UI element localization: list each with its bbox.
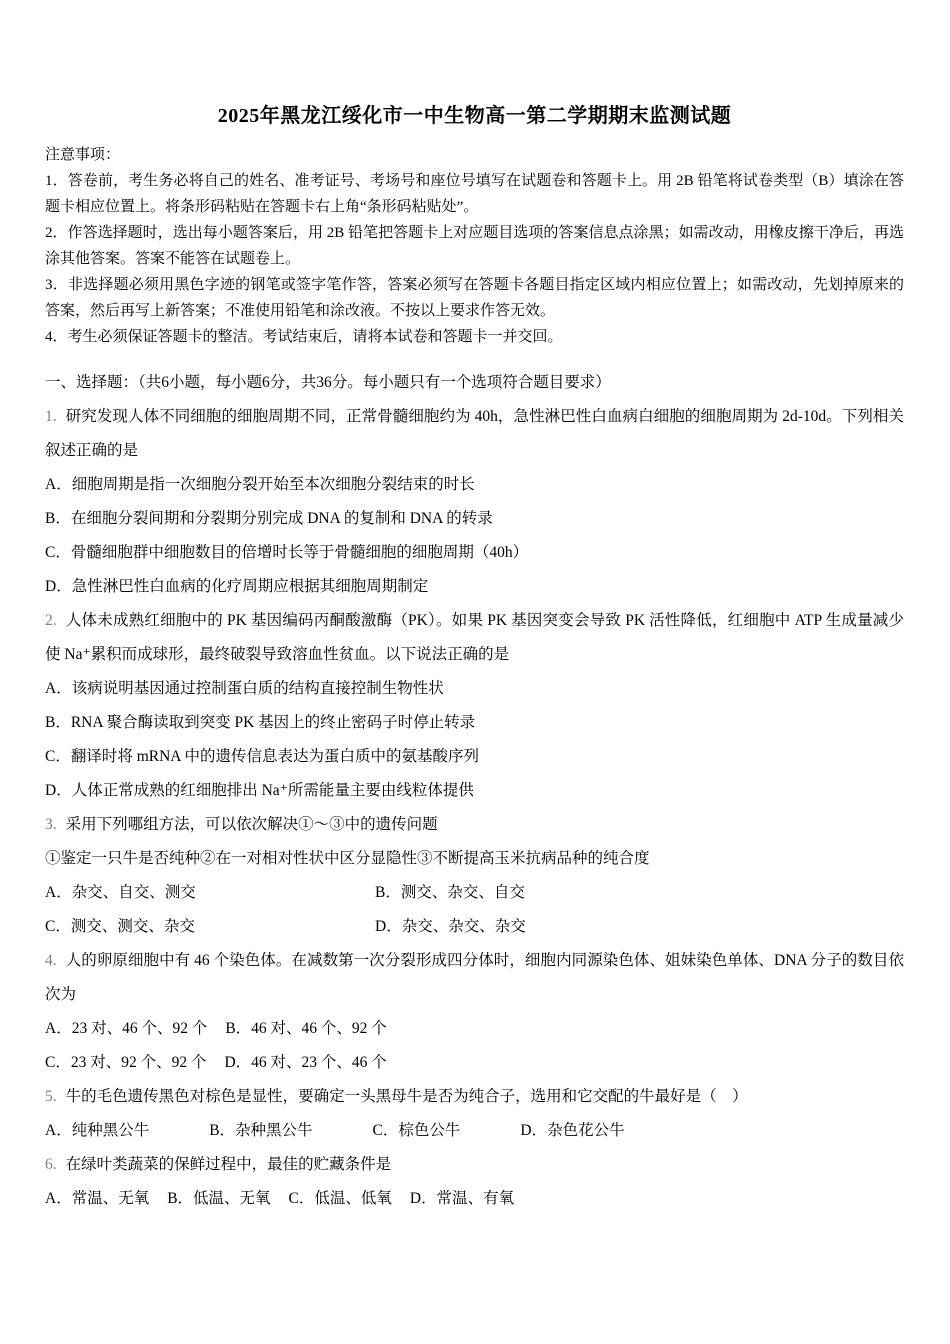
question-4-options-row-2 — [45, 1046, 904, 1080]
question-4-option-b: B．46 对、46 个、92 个 — [225, 1020, 387, 1037]
page-title: 2025年黑龙江绥化市一中生物高一第二学期期末监测试题 — [217, 105, 732, 127]
question-5-option-a: A．纯种黑公牛 — [45, 1122, 150, 1139]
question-1-stem — [45, 400, 904, 468]
question-6-option-a: A．常温、无氧 — [45, 1190, 150, 1207]
question-1-stem-text: 研究发现人体不同细胞的细胞周期不同，正常骨髓细胞约为 40h，急性淋巴性白血病白细胞的细胞周期为 2d-10d。下列相关叙述正确的是 — [45, 408, 904, 459]
notice-item-2: 2．作答选择题时，选出每小题答案后，用 2B 铅笔把答题卡上对应题目选项的答案信息点涂黑；如需改动，用橡皮擦干净后，再选涂其他答案。答案不能答在试题卷上。 — [45, 225, 904, 267]
notice-item-4: 4．考生必须保证答题卡的整洁。考试结束后，请将本试卷和答题卡一并交回。 — [45, 329, 563, 345]
question-3-stem — [45, 808, 904, 842]
question-3-option-a: A．杂交、自交、测交 — [45, 884, 196, 901]
question-4-number: 4. — [45, 952, 57, 969]
question-5-number: 5. — [45, 1088, 57, 1105]
multiple-choice-section — [45, 366, 904, 1216]
question-1 — [45, 400, 904, 604]
notice-item-1: 1．答卷前，考生务必将自己的姓名、准考证号、考场号和座位号填写在试题卷和答题卡上。用 2B 铅笔将试卷类型（B）填涂在答题卡相应位置上。将条形码粘贴在答题卡右上角“条形码粘贴处”。 — [45, 173, 904, 215]
question-3-options — [45, 876, 904, 944]
question-3-subline: ①鉴定一只牛是否纯种②在一对相对性状中区分显隐性③不断提高玉米抗病品种的纯合度 — [45, 850, 650, 867]
question-3-number: 3. — [45, 816, 57, 833]
section-heading: 一、选择题：（共6小题，每小题6分，共36分。每小题只有一个选项符合题目要求） — [45, 374, 611, 391]
question-2-stem-text: 人体未成熟红细胞中的 PK 基因编码丙酮酸激酶（PK）。如果 PK 基因突变会导致 PK 活性降低，红细胞中 ATP 生成量减少使 Na⁺累积而成球形，最终破裂导致溶血性贫血。以下说法正确的是 — [45, 612, 904, 663]
question-4-option-d: D．46 对、23 个、46 个 — [224, 1054, 387, 1071]
question-5-stem-text: 牛的毛色遗传黑色对棕色是显性，要确定一头黑母牛是否为纯合子，选用和它交配的牛最好是（ ） — [65, 1088, 748, 1105]
notice-heading: 注意事项： — [45, 147, 121, 163]
question-2-option-c: C．翻译时将 mRNA 中的遗传信息表达为蛋白质中的氨基酸序列 — [45, 748, 480, 765]
question-4-stem — [45, 944, 904, 1012]
notice-section — [45, 142, 904, 350]
question-1-option-d: D．急性淋巴性白血病的化疗周期应根据其细胞周期制定 — [45, 578, 429, 595]
question-6-number: 6. — [45, 1156, 57, 1173]
question-3-option-d: D．杂交、杂交、杂交 — [375, 918, 526, 935]
question-4-option-c: C．23 对、92 个、92 个 — [45, 1054, 207, 1071]
question-1-option-a: A．细胞周期是指一次细胞分裂开始至本次细胞分裂结束的时长 — [45, 476, 475, 493]
question-6-stem-text: 在绿叶类蔬菜的保鲜过程中，最佳的贮藏条件是 — [65, 1156, 392, 1173]
question-5-stem — [45, 1080, 904, 1114]
question-1-number: 1. — [45, 408, 57, 425]
notice-item-3: 3．非选择题必须用黑色字迹的钢笔或签字笔作答，答案必须写在答题卡各题目指定区域内相应位置上；如需改动，先划掉原来的答案，然后再写上新答案；不准使用铅笔和涂改液。不按以上要求作答无效。 — [45, 277, 904, 319]
question-3 — [45, 808, 904, 944]
question-6-option-b: B．低温、无氧 — [167, 1190, 271, 1207]
question-4 — [45, 944, 904, 1080]
question-3-stem-text: 采用下列哪组方法，可以依次解决①～③中的遗传问题 — [65, 816, 438, 833]
question-6-option-d: D．常温、有氧 — [409, 1190, 515, 1207]
question-6 — [45, 1148, 904, 1216]
question-4-stem-text: 人的卵原细胞中有 46 个染色体。在减数第一次分裂形成四分体时，细胞内同源染色体、姐妹染色单体、DNA 分子的数目依次为 — [45, 952, 904, 1003]
question-5-option-c: C．棕色公牛 — [372, 1122, 461, 1139]
question-6-option-c: C．低温、低氧 — [288, 1190, 392, 1207]
question-3-option-c: C．测交、测交、杂交 — [45, 918, 195, 935]
question-2-option-a: A．该病说明基因通过控制蛋白质的结构直接控制生物性状 — [45, 680, 444, 697]
question-5-option-d: D．杂色花公牛 — [520, 1122, 625, 1139]
question-2-option-b: B．RNA 聚合酶读取到突变 PK 基因上的终止密码子时停止转录 — [45, 714, 476, 731]
question-5-options-row — [45, 1114, 904, 1148]
question-4-option-a: A．23 对、46 个、92 个 — [45, 1020, 208, 1037]
question-3-option-b: B．测交、杂交、自交 — [375, 884, 525, 901]
question-1-option-c: C．骨髓细胞群中细胞数目的倍增时长等于骨髓细胞的细胞周期（40h） — [45, 544, 529, 561]
question-2-option-d: D．人体正常成熟的红细胞排出 Na⁺所需能量主要由线粒体提供 — [45, 782, 474, 799]
question-4-options-row-1 — [45, 1012, 904, 1046]
question-2-number: 2. — [45, 612, 57, 629]
question-6-options-row — [45, 1182, 904, 1216]
question-2-stem — [45, 604, 904, 672]
question-5 — [45, 1080, 904, 1148]
question-1-option-b: B．在细胞分裂间期和分裂期分别完成 DNA 的复制和 DNA 的转录 — [45, 510, 493, 527]
question-2 — [45, 604, 904, 808]
question-6-stem — [45, 1148, 904, 1182]
question-5-option-b: B．杂种黑公牛 — [209, 1122, 313, 1139]
